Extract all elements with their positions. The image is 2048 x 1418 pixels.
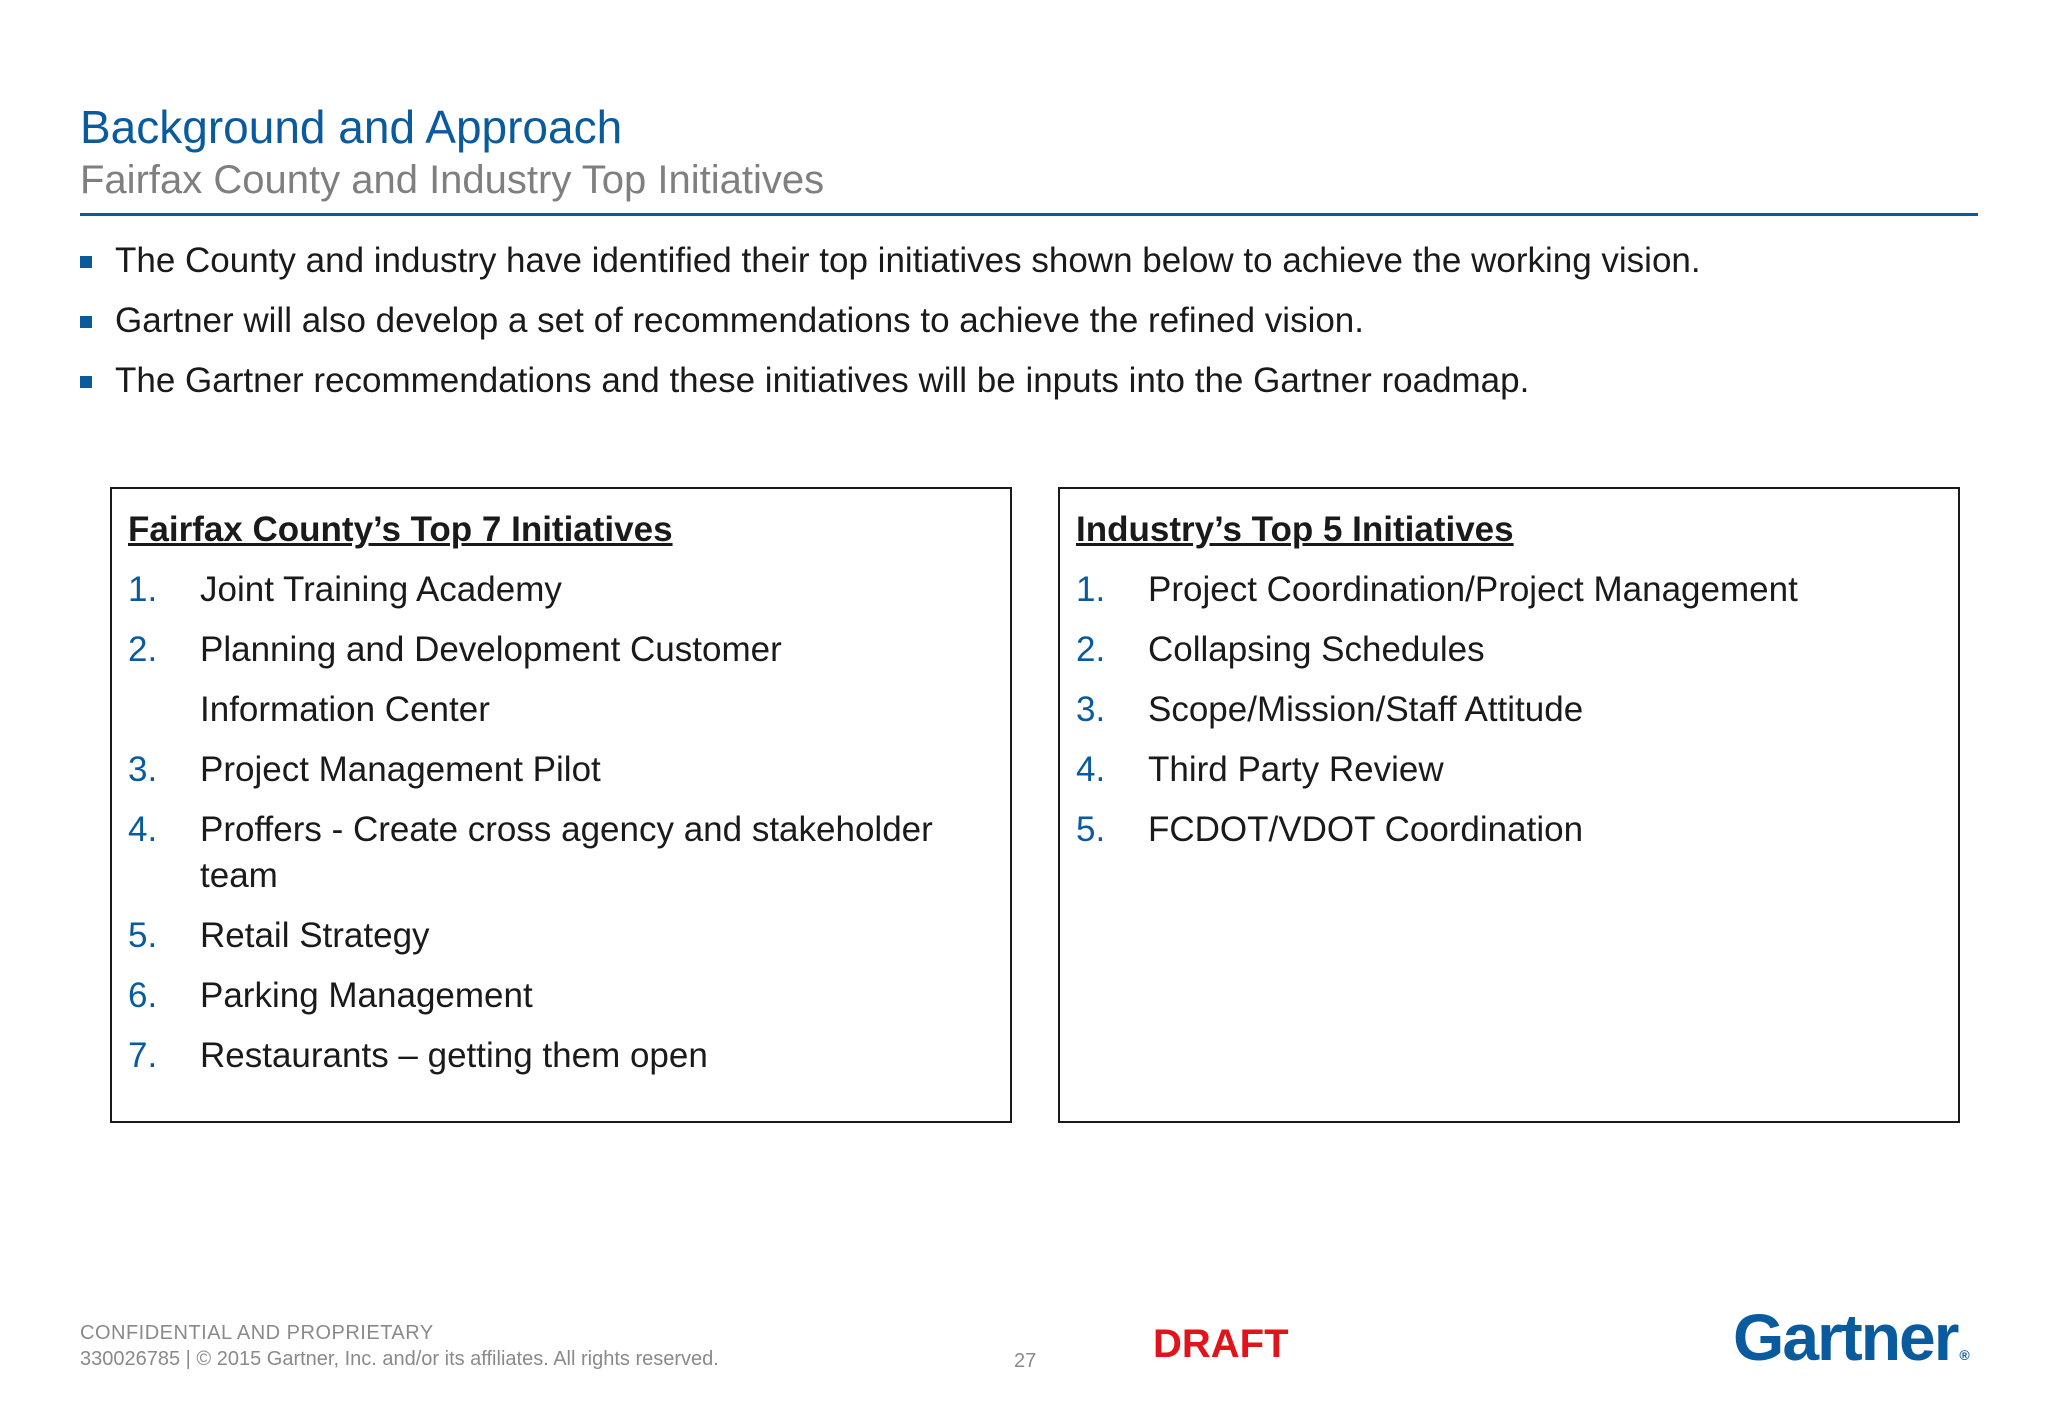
list-item [128, 807, 994, 899]
list-item [1076, 687, 1942, 733]
list-item [128, 1033, 994, 1079]
list-item [128, 973, 994, 1019]
registered-mark: ® [1959, 1347, 1970, 1363]
county-initiatives-heading: Fairfax County’s Top 7 Initiatives [128, 510, 673, 549]
item-text: Joint Training Academy [200, 570, 562, 609]
item-number: 5. [1076, 810, 1106, 849]
intro-bullet-list [80, 238, 1960, 418]
list-item [128, 913, 994, 959]
item-number: 4. [1076, 750, 1106, 789]
item-text: Planning and Development Customer [200, 630, 782, 669]
square-bullet-icon [80, 256, 92, 268]
item-number: 6. [128, 976, 158, 1015]
item-number: 1. [128, 570, 158, 609]
intro-bullet [80, 238, 1960, 284]
gartner-logo [1733, 1300, 1970, 1374]
item-text: FCDOT/VDOT Coordination [1148, 810, 1584, 849]
item-text: Third Party Review [1148, 750, 1444, 789]
logo-text: Gartner [1733, 1300, 1958, 1374]
item-number: 4. [128, 810, 158, 849]
industry-initiatives-box [1058, 487, 1960, 1123]
list-item [1076, 807, 1942, 853]
item-number: 5. [128, 916, 158, 955]
item-text: Scope/Mission/Staff Attitude [1148, 690, 1584, 729]
list-item [1076, 627, 1942, 673]
square-bullet-icon [80, 376, 92, 388]
item-number: 2. [128, 630, 158, 669]
item-number: 1. [1076, 570, 1106, 609]
item-number: 3. [128, 750, 158, 789]
industry-initiatives-heading: Industry’s Top 5 Initiatives [1076, 510, 1514, 549]
intro-bullet [80, 358, 1960, 404]
list-item [128, 567, 994, 613]
list-item [128, 747, 994, 793]
title-divider [80, 213, 1978, 216]
county-initiatives-box [110, 487, 1012, 1123]
page-title: Background and Approach [80, 101, 623, 153]
footer-copyright: 330026785 | © 2015 Gartner, Inc. and/or its affiliates. All rights reserved. [80, 1348, 719, 1370]
intro-bullet [80, 298, 1960, 344]
square-bullet-icon [80, 316, 92, 328]
intro-bullet-text: The County and industry have identified their top initiatives shown below to achieve the working vision. [115, 241, 1701, 280]
item-number: 3. [1076, 690, 1106, 729]
item-text: Collapsing Schedules [1148, 630, 1485, 669]
footer-confidential: CONFIDENTIAL AND PROPRIETARY [80, 1322, 434, 1344]
intro-bullet-text: The Gartner recommendations and these initiatives will be inputs into the Gartner roadmap. [115, 361, 1530, 400]
item-text-continued: Information Center [200, 690, 490, 729]
county-initiatives-list [128, 567, 994, 1079]
list-item [128, 627, 994, 733]
draft-stamp: DRAFT [1153, 1322, 1289, 1366]
item-text: Proffers - Create cross agency and stakeholder team [200, 810, 933, 895]
item-text: Project Management Pilot [200, 750, 601, 789]
industry-initiatives-list [1076, 567, 1942, 853]
item-text: Parking Management [200, 976, 533, 1015]
item-text: Project Coordination/Project Management [1148, 570, 1798, 609]
page-number: 27 [1014, 1350, 1037, 1372]
list-item [1076, 747, 1942, 793]
item-text: Restaurants – getting them open [200, 1036, 708, 1075]
intro-bullet-text: Gartner will also develop a set of recommendations to achieve the refined vision. [115, 301, 1364, 340]
list-item [1076, 567, 1942, 613]
page-subtitle: Fairfax County and Industry Top Initiatives [80, 158, 825, 202]
item-text: Retail Strategy [200, 916, 430, 955]
item-number: 2. [1076, 630, 1106, 669]
item-number: 7. [128, 1036, 158, 1075]
item-text-wrapper [200, 627, 994, 733]
